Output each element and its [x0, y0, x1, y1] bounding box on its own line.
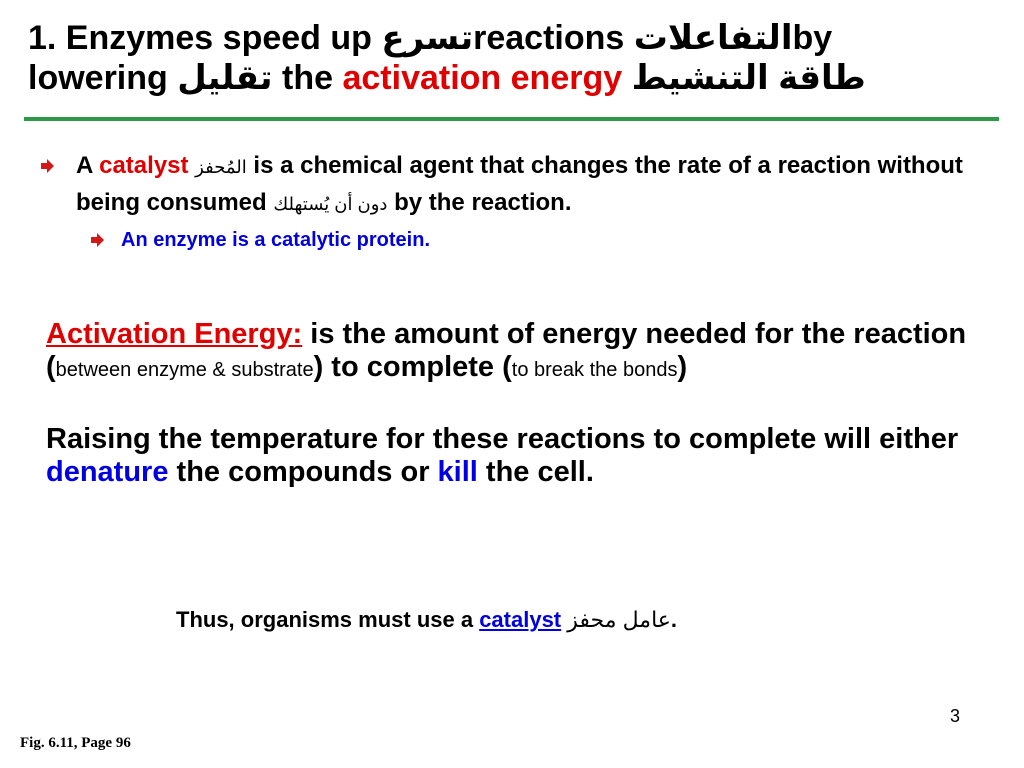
figure-reference: Fig. 6.11, Page 96: [20, 735, 131, 751]
title-ar3: تقليل: [177, 59, 273, 97]
b1-pre: A: [76, 152, 100, 179]
raising-text1: Raising the temperature for these reactions to complete will either: [46, 423, 959, 455]
b1-mid: is a chemical agent that changes the rate of a reaction without being consumed: [76, 152, 963, 216]
definition-text1: is the amount of energy needed for the reaction (: [46, 318, 967, 383]
definition-small1: between enzyme & substrate: [55, 359, 314, 381]
b1-ar: المُحفز: [195, 157, 247, 177]
title-ar4: طاقة التنشيط: [631, 59, 866, 97]
raising-word1: denature: [46, 456, 169, 488]
right-arrow-bullet-icon: [40, 159, 54, 173]
raising-text2: the compounds or: [168, 456, 438, 488]
title-part2: reactions: [473, 19, 634, 57]
thus-end: .: [670, 607, 678, 632]
activation-energy-definition: [46, 318, 1006, 387]
raising-text3: the cell.: [477, 456, 594, 488]
title-part3: by: [792, 19, 833, 57]
title-divider: [24, 117, 999, 121]
title-highlight: activation energy: [342, 59, 623, 97]
b1-term: catalyst: [99, 152, 189, 179]
title-part1: 1. Enzymes speed up: [28, 19, 382, 57]
b1-post: by the reaction.: [387, 189, 572, 216]
bullet-enzyme: An enzyme is a catalytic protein.: [121, 229, 430, 251]
raising-word2: kill: [437, 456, 478, 488]
definition-small2: to break the bonds: [511, 359, 678, 381]
conclusion-line: [176, 605, 677, 635]
thus-ar: عامل محفز: [567, 607, 671, 632]
thus-term: catalyst: [479, 607, 562, 632]
title-ar1: تسرع: [381, 19, 474, 57]
title-ar2: التفاعلات: [633, 19, 793, 57]
right-arrow-bullet-icon: [90, 233, 104, 247]
thus-text1: Thus, organisms must use a: [176, 607, 480, 632]
definition-term: Activation Energy:: [46, 318, 303, 350]
definition-text3: ): [677, 351, 688, 383]
slide-title: [28, 18, 988, 98]
page-number: 3: [950, 706, 961, 726]
bullet-catalyst-definition: [76, 148, 976, 222]
definition-text2: ) to complete (: [313, 351, 512, 383]
title-part4: lowering: [28, 59, 178, 97]
raising-temperature-paragraph: [46, 423, 1006, 489]
b1-ar2: دون أن يُستهلك: [273, 194, 388, 214]
title-part5: the: [272, 59, 343, 97]
